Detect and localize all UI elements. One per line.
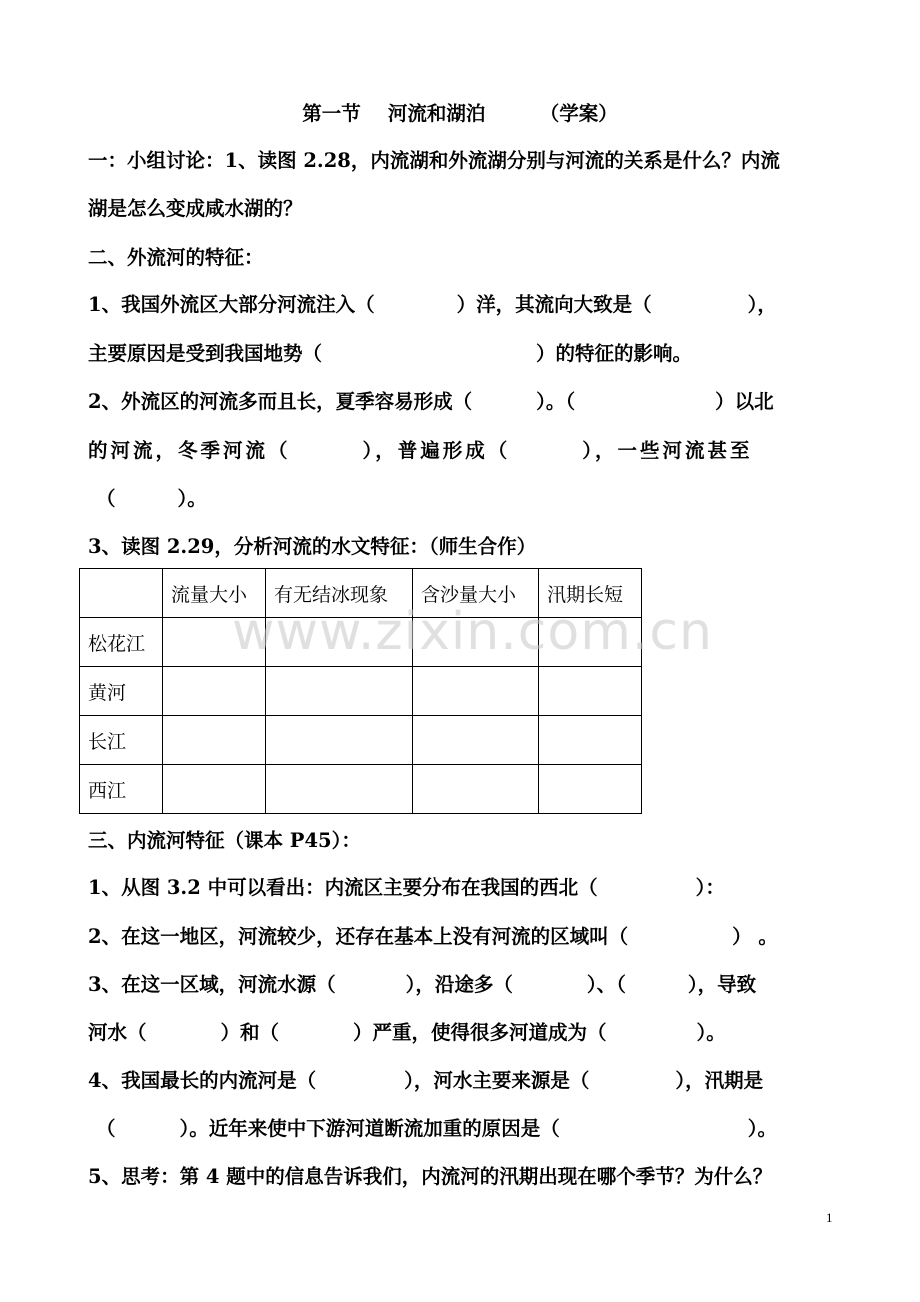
table-cell (539, 618, 642, 667)
text-fragment: ）的特征的影响。 (536, 342, 693, 365)
table-cell (539, 667, 642, 716)
text-fragment: ）、（ (586, 973, 626, 996)
table-cell (163, 667, 266, 716)
table-row-label: 长江 (80, 716, 163, 765)
text-fragment: ）。近年来使中下游河道断流加重的原因是（ (179, 1117, 560, 1140)
s2-q2-line2 (88, 436, 838, 466)
table-header-cell: 有无结冰现象 (266, 569, 413, 618)
text-fragment: 4、我国最长的内流河是（ (88, 1069, 317, 1092)
text-fragment: 河水（ (88, 1021, 147, 1044)
page-title: 第一节 河流和湖泊 （学案） (302, 102, 618, 125)
text-fragment: ）。（ (536, 390, 576, 413)
table-row (80, 716, 642, 765)
text-fragment: ），汛期是 (675, 1069, 764, 1092)
table-cell (413, 765, 539, 814)
text-fragment: 1、我国外流区大部分河流注入（ (88, 293, 375, 316)
table-cell (266, 765, 413, 814)
s2-q3: 3、读图 2.29，分析河流的水文特征：（师生合作） (88, 535, 537, 558)
text-fragment: ），一些河流甚至 (582, 439, 753, 462)
s2-q1-line1 (88, 290, 838, 320)
table-cell (266, 618, 413, 667)
s2-heading: 二、外流河的特征： (88, 246, 264, 269)
watermark: www.zixin.com.cn (232, 602, 713, 662)
table-row-label: 松花江 (80, 618, 163, 667)
s3-q5: 5、思考：第 4 题中的信息告诉我们，内流河的汛期出现在哪个季节？为什么？ (88, 1165, 773, 1188)
s2-q2-line3 (96, 484, 846, 514)
text-fragment: ），河水主要来源是（ (404, 1069, 590, 1092)
page-number: 1 (826, 1210, 833, 1225)
text-fragment: ）以北 (715, 390, 774, 413)
table-header-cell (80, 569, 163, 618)
table-cell (413, 716, 539, 765)
text-fragment: ）。 (696, 1021, 726, 1044)
table-cell (413, 667, 539, 716)
text-fragment: 1、从图 3.2 中可以看出：内流区主要分布在我国的西北（ (88, 876, 598, 899)
s2-q2-line1 (88, 387, 838, 417)
table-header-cell: 汛期长短 (539, 569, 642, 618)
table-header-cell: 含沙量大小 (413, 569, 539, 618)
text-fragment: 2、外流区的河流多而且长，夏季容易形成（ (88, 390, 473, 413)
text-fragment: ）洋，其流向大致是（ (456, 293, 652, 316)
text-fragment: （ (96, 1117, 116, 1140)
hydrology-table (79, 568, 642, 814)
text-fragment: ），导致 (687, 973, 757, 996)
table-cell (163, 765, 266, 814)
text-fragment: ），普遍形成（ (362, 439, 511, 462)
table-cell (266, 667, 413, 716)
s3-q3-line2 (88, 1018, 838, 1048)
text-fragment: 2、在这一地区，河流较少，还存在基本上没有河流的区域叫（ (88, 925, 629, 948)
text-fragment: （ (96, 487, 116, 510)
s2-q1-line2 (88, 339, 838, 369)
text-fragment: ）： (695, 876, 725, 899)
text-fragment: ）和（ (220, 1021, 280, 1044)
text-fragment: ）。 (177, 487, 207, 510)
text-fragment: ），沿途多（ (405, 973, 513, 996)
table-cell (163, 716, 266, 765)
text-fragment: ）， (747, 293, 777, 316)
s3-q3-line1 (88, 970, 838, 1000)
table-row-label: 黄河 (80, 667, 163, 716)
table-row (80, 667, 642, 716)
text-fragment: ）严重，使得很多河道成为（ (353, 1021, 607, 1044)
text-fragment: ）。 (747, 1117, 778, 1140)
s1-line2: 湖是怎么变成咸水湖的？ (88, 197, 303, 220)
table-cell (539, 716, 642, 765)
s3-q4-line1 (88, 1066, 838, 1096)
table-cell (413, 618, 539, 667)
text-fragment: ） 。 (732, 925, 778, 948)
s3-q2 (88, 922, 838, 952)
table-cell (539, 765, 642, 814)
text-fragment: 主要原因是受到我国地势（ (88, 342, 323, 365)
text-fragment: 3、在这一区域，河流水源（ (88, 973, 336, 996)
table-row-label: 西江 (80, 765, 163, 814)
table-row (80, 618, 642, 667)
table-cell (163, 618, 266, 667)
text-fragment: 的河流，冬季河流（ (88, 439, 291, 462)
table-header-row (80, 569, 642, 618)
table-header-cell: 流量大小 (163, 569, 266, 618)
s3-heading: 三、内流河特征（课本 P45）： (88, 829, 361, 852)
table-row (80, 765, 642, 814)
s3-q4-line2 (96, 1114, 846, 1144)
table-cell (266, 716, 413, 765)
s3-q1 (88, 873, 838, 903)
s1-line1: 一：小组讨论：1、读图 2.28，内流湖和外流湖分别与河流的关系是什么？内流 (88, 149, 780, 172)
